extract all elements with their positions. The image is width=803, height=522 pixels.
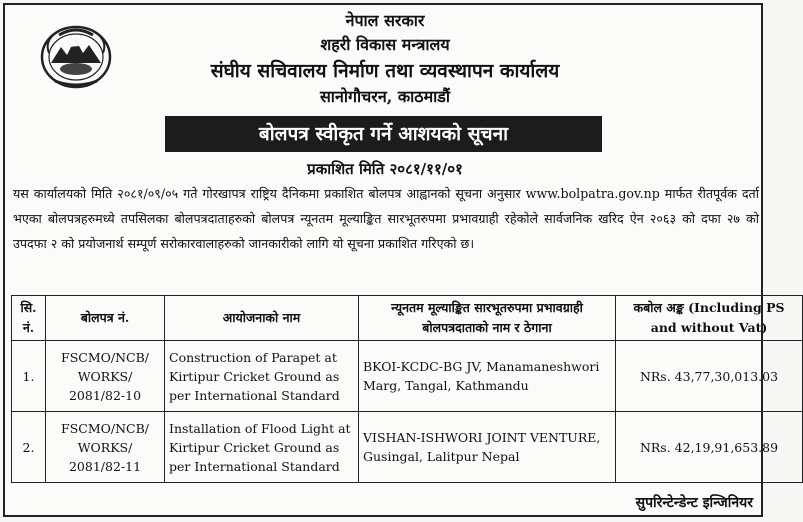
row-bid-no: FSCMO/NCB/ WORKS/ 2081/82-10 [46,341,165,412]
row-project: Construction of Parapet at Kirtipur Cricket Ground as per International Standard [165,341,359,412]
header-project: आयोजनाको नाम [165,296,359,341]
notice-title: बोलपत्र स्वीकृत गर्ने आशयको सूचना [165,116,602,152]
row-project: Installation of Flood Light at Kirtipur Cricket Ground as per International Standard [165,412,359,483]
table-row [12,412,803,483]
bid-acceptance-table [11,295,803,483]
signature-title: सुपरिन्टेन्डेन्ट इन्जिनियर [635,495,753,511]
row-bidder: BKOI-KCDC-BG JV, Manamaneshwori Marg, Tangal, Kathmandu [359,341,616,412]
office-name: संघीय सचिवालय निर्माण तथा व्यवस्थापन कार्यालय [210,60,560,82]
row-sn: 1. [12,341,46,412]
row-bidder: VISHAN-ISHWORI JOINT VENTURE, Gusingal, Lalitpur Nepal [359,412,616,483]
government-name: नेपाल सरकार [345,11,425,30]
table-header-row [12,296,803,341]
row-amount: NRs. 43,77,30,013.03 [616,341,803,412]
notice-frame [3,3,785,517]
row-bid-no: FSCMO/NCB/ WORKS/ 2081/82-11 [46,412,165,483]
office-location: सानोगौचरन, काठमाडौं [319,87,450,106]
header-sn: सि. नं. [12,296,46,341]
ministry-name: शहरी विकास मन्त्रालय [320,35,450,54]
row-amount: NRs. 42,19,91,653.89 [616,412,803,483]
header-amount: कबोल अङ्क (Including PS and without Vat) [616,296,803,341]
notice-body: यस कार्यालयको मिति २०८१/०९/०५ गते गोरखापत्र राष्ट्रिय दैनिकमा प्रकाशित बोलपत्र आह्वानको सूचना अनुसार www.bolpatra.gov.np मार्फत रीतपूर्वक दर्ता भएका बोलपत्रहरुमध्ये तपसिलका बोलपत्रदाताहरुको बोलपत्र न्यूनतम मूल्याङ्कित सारभूतरुपमा प्रभावग्राही रहेकोले सार्वजनिक खरिद ऐन २०६३ को दफा २७ को उपदफा २ को प्रयोजनार्थ सम्पूर्ण सरोकारवालाहरुको जानकारीको लागि यो सूचना प्रकाशित गरिएको छ। [13,186,759,251]
publish-date: प्रकाशित मिति २०८१/११/०१ [307,160,463,178]
header-bidder: न्यूनतम मूल्याङ्कित सारभूतरुपमा प्रभावग्राही बोलपत्रदाताको नाम र ठेगाना [359,296,616,341]
header-bid-no: बोलपत्र नं. [46,296,165,341]
table-row [12,341,803,412]
row-sn: 2. [12,412,46,483]
